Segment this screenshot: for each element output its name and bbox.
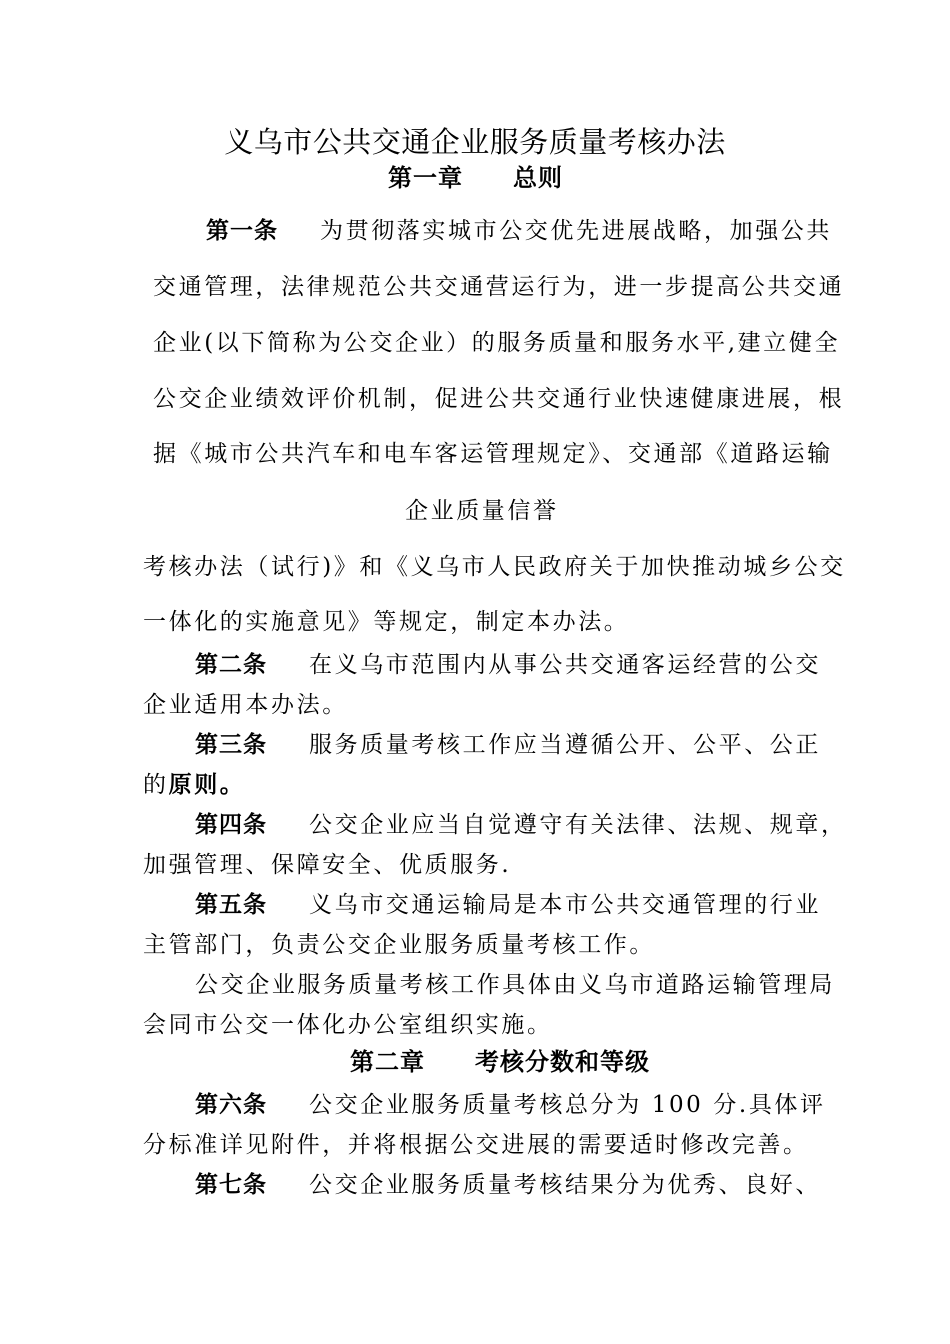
article-3-text-2b: 原则。 xyxy=(168,771,246,798)
article-1-line-2: 交通管理，法律规范公共交通营运行为，进一步提高公共交通 xyxy=(153,274,845,300)
article-5-para-2-line-1: 公交企业服务质量考核工作具体由义乌市道路运输管理局 xyxy=(195,972,835,998)
article-4-label: 第四条 xyxy=(195,811,267,838)
article-3-text-1: 服务质量考核工作应当遵循公开、公平、公正 xyxy=(309,732,821,758)
article-2-line-1 xyxy=(195,650,821,680)
article-1-line-3: 企业(以下简称为公交企业）的服务质量和服务水平,建立健全 xyxy=(153,330,841,356)
article-5-line-1 xyxy=(195,890,821,920)
article-3-line-1 xyxy=(195,730,821,760)
article-3-line-2 xyxy=(143,770,245,800)
article-1-line-1 xyxy=(206,216,832,246)
article-4-line-2: 加强管理、保障安全、优质服务. xyxy=(143,852,512,878)
article-5-label: 第五条 xyxy=(195,891,267,918)
article-1-line-5: 据《城市公共汽车和电车客运管理规定》、交通部《道路运输 xyxy=(153,441,833,467)
article-5-text-1: 义乌市交通运输局是本市公共交通管理的行业 xyxy=(309,892,821,918)
article-7-line-1 xyxy=(195,1170,821,1200)
article-1-label: 第一条 xyxy=(206,217,278,244)
article-7-text-1: 公交企业服务质量考核结果分为优秀、良好、 xyxy=(309,1172,821,1198)
article-5-line-2: 主管部门，负责公交企业服务质量考核工作。 xyxy=(143,932,655,958)
article-1-line-7: 考核办法（试行)》和《义乌市人民政府关于加快推动城乡公交 xyxy=(143,554,846,580)
chapter-2-heading xyxy=(350,1047,650,1077)
document-title: 义乌市公共交通企业服务质量考核办法 xyxy=(224,125,726,159)
chapter-2-number: 第二章 xyxy=(350,1047,425,1076)
article-6-line-1 xyxy=(195,1090,826,1120)
chapter-1-name: 总则 xyxy=(513,163,563,192)
article-2-text-1: 在义乌市范围内从事公共交通客运经营的公交 xyxy=(309,652,821,678)
article-6-label: 第六条 xyxy=(195,1091,267,1118)
article-3-label: 第三条 xyxy=(195,731,267,758)
article-4-line-1 xyxy=(195,810,847,840)
article-2-label: 第二条 xyxy=(195,651,267,678)
chapter-2-name: 考核分数和等级 xyxy=(475,1047,650,1076)
chapter-1-heading xyxy=(388,163,563,193)
article-1-text-1: 为贯彻落实城市公交优先进展战略，加强公共 xyxy=(320,218,832,244)
article-4-text-1: 公交企业应当自觉遵守有关法律、法规、规章， xyxy=(309,812,847,838)
chapter-1-number: 第一章 xyxy=(388,163,463,192)
article-7-label: 第七条 xyxy=(195,1171,267,1198)
article-1-line-6: 企业质量信誉 xyxy=(405,498,559,524)
article-6-line-2: 分标准详见附件，并将根据公交进展的需要适时修改完善。 xyxy=(143,1132,809,1158)
article-1-line-8: 一体化的实施意见》等规定，制定本办法。 xyxy=(143,609,630,635)
article-6-text-1: 公交企业服务质量考核总分为 100 分.具体评 xyxy=(309,1092,826,1118)
article-3-text-2a: 的 xyxy=(143,772,169,798)
article-2-line-2: 企业适用本办法。 xyxy=(143,692,348,718)
article-1-line-4: 公交企业绩效评价机制，促进公共交通行业快速健康进展，根 xyxy=(153,386,845,412)
article-5-para-2-line-2: 会同市公交一体化办公室组织实施。 xyxy=(143,1012,553,1038)
